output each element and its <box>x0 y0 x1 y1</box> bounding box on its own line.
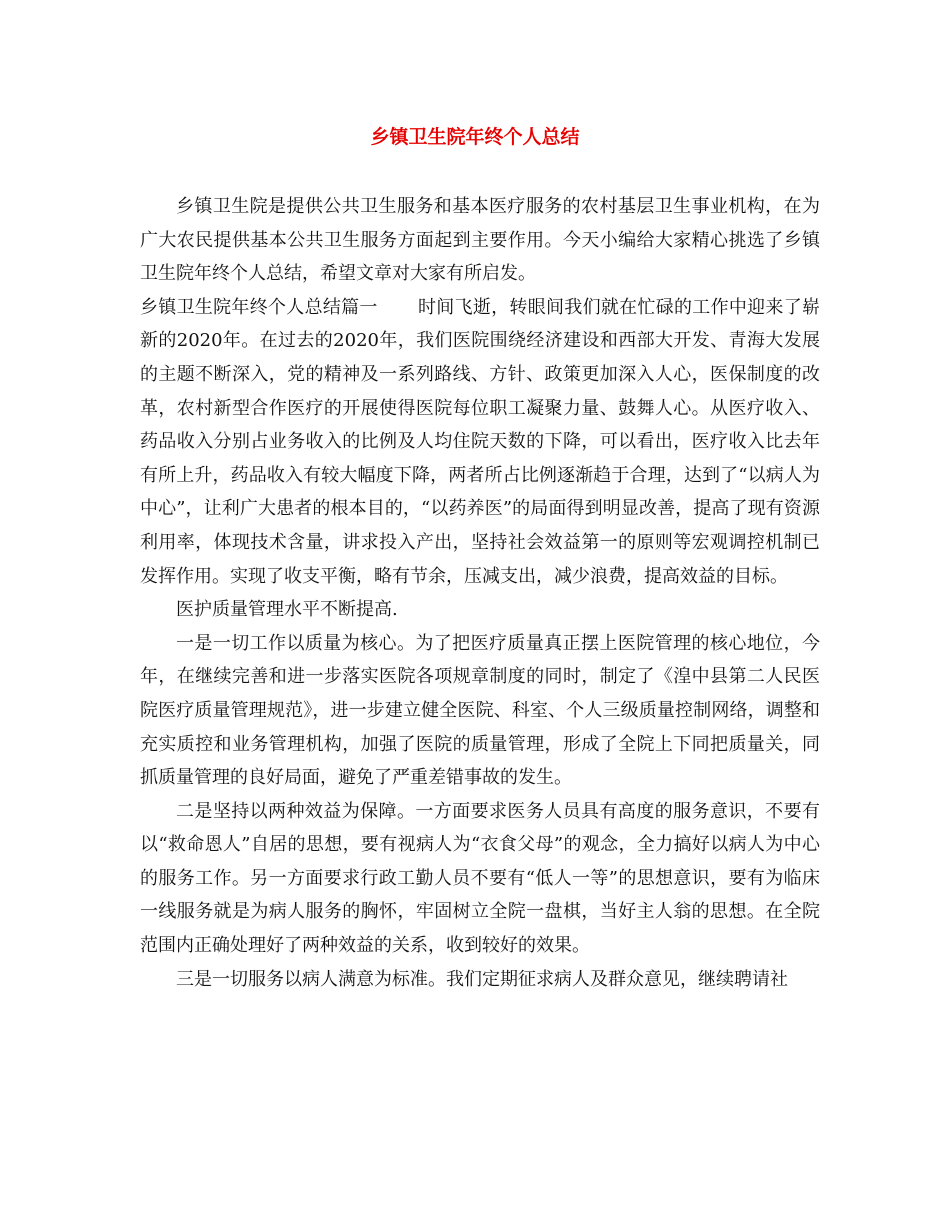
paragraph-quality-heading: 医护质量管理水平不断提高. <box>176 599 398 621</box>
paragraph-point-two: 二是坚持以两种效益为保障。一方面要求医务人员具有高度的服务意识，不要有以“救命恩人”自居的思想，要有视病人为“衣食父母”的观念，全力搞好以病人为中心的服务工作。另一方面要求行政工勤人员不要有“低人一等”的思想意识，要有为临床一线服务就是为病人服务的胸怀，牢固树立全院一盘棋，当好主人翁的思想。在全院范围内正确处理好了两种效益的关系，收到较好的效果。 <box>140 800 820 957</box>
section-body: 时间飞逝，转眼间我们就在忙碌的工作中迎来了崭新的2020年。在过去的2020年，我们医院围绕经济建设和西部大开发、青海大发展的主题不断深入，党的精神及一系列路线、方针、政策更加深入人心，医保制度的改革，农村新型合作医疗的开展使得医院每位职工凝聚力量、鼓舞人心。从医疗收入、药品收入分别占业务收入的比例及人均住院天数的下降，可以看出，医疗收入比去年有所上升，药品收入有较大幅度下降，两者所占比例逐渐趋于合理，达到了“以病人为中心”，让利广大患者的根本目的，“以药养医”的局面得到明显改善，提高了现有资源利用率，体现技术含量，讲求投入产出，坚持社会效益第一的原则等宏观调控机制已发挥作用。实现了收支平衡，略有节余，压减支出，减少浪费，提高效益的目标。 <box>140 296 821 587</box>
document-body <box>140 190 820 996</box>
section-heading: 乡镇卫生院年终个人总结篇一 <box>140 296 378 318</box>
document-title: 乡镇卫生院年终个人总结 <box>370 126 580 148</box>
paragraph-point-three: 三是一切服务以病人满意为标准。我们定期征求病人及群众意见，继续聘请社 <box>176 968 788 990</box>
intro-paragraph: 乡镇卫生院是提供公共卫生服务和基本医疗服务的农村基层卫生事业机构，在为广大农民提供基本公共卫生服务方面起到主要作用。今天小编给大家精心挑选了乡镇卫生院年终个人总结，希望文章对大家有所启发。 <box>140 196 820 285</box>
paragraph-point-one: 一是一切工作以质量为核心。为了把医疗质量真正摆上医院管理的核心地位，今年，在继续完善和进一步落实医院各项规章制度的同时，制定了《湟中县第二人民医院医疗质量管理规范》，进一步建立健全医院、科室、个人三级质量控制网络，调整和充实质控和业务管理机构，加强了医院的质量管理，形成了全院上下同把质量关，同抓质量管理的良好局面，避免了严重差错事故的发生。 <box>140 632 820 789</box>
section-paragraph <box>140 291 820 593</box>
